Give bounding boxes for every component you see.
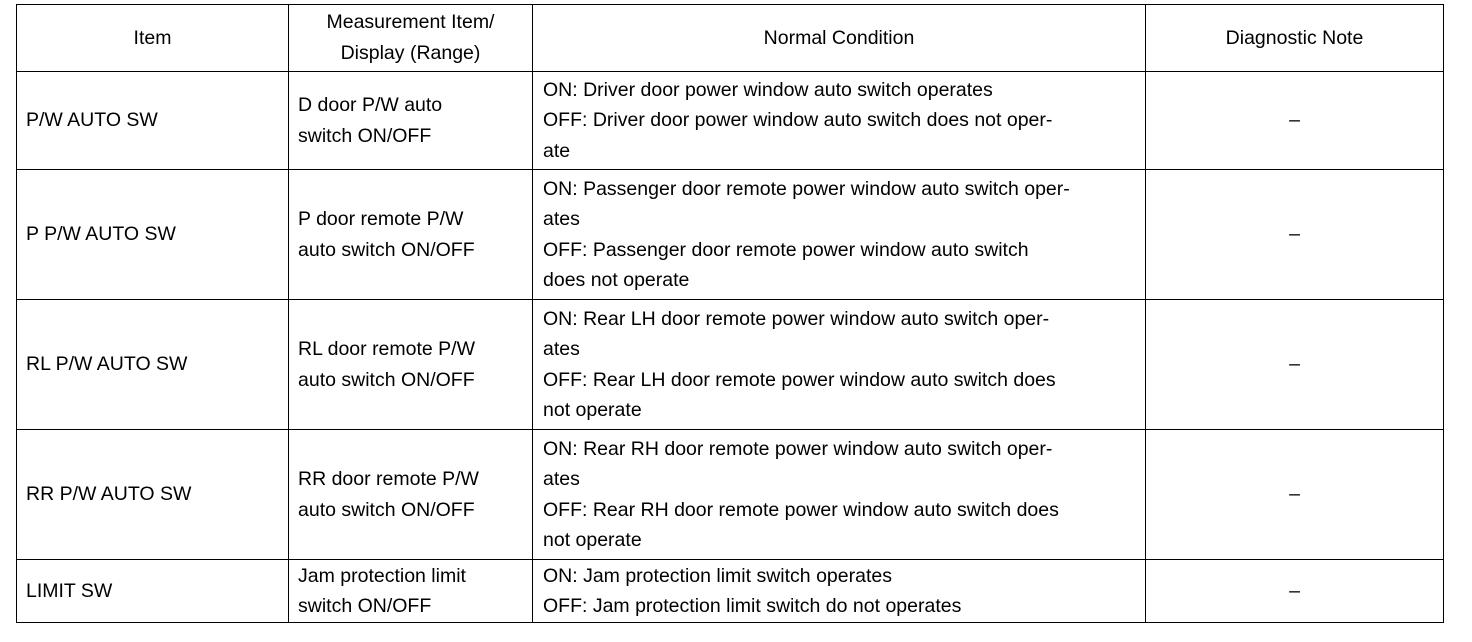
table-row — [17, 170, 1444, 300]
measurement-cell — [289, 170, 533, 300]
measurement-line: RL door remote P/W — [298, 338, 476, 360]
measurement-line: auto switch ON/OFF — [298, 498, 475, 521]
item-cell: RL P/W AUTO SW — [17, 300, 289, 430]
item-cell: RR P/W AUTO SW — [17, 430, 289, 560]
measurement-line: auto switch ON/OFF — [298, 238, 475, 261]
normal-condition-line: ates — [543, 468, 580, 490]
normal-condition-line: ON: Rear LH door remote power window auto switch oper- — [543, 307, 1050, 330]
normal-condition-cell — [533, 170, 1146, 300]
measurement-cell — [289, 300, 533, 430]
normal-condition-line: ON: Rear RH door remote power window auto switch oper- — [543, 437, 1053, 460]
header-item: Item — [17, 5, 289, 72]
normal-condition-line: not operate — [543, 399, 642, 421]
header-measurement-line: Display (Range) — [340, 42, 481, 64]
header-normal-condition: Normal Condition — [533, 5, 1146, 72]
measurement-cell — [289, 72, 533, 170]
diagnostic-note-cell: – — [1146, 72, 1444, 170]
item-cell: P P/W AUTO SW — [17, 170, 289, 300]
header-measurement — [289, 5, 533, 72]
diagnostic-note-cell: – — [1146, 430, 1444, 560]
measurement-line: switch ON/OFF — [298, 595, 432, 617]
normal-condition-line: ates — [543, 208, 580, 230]
normal-condition-cell — [533, 300, 1146, 430]
measurement-line: auto switch ON/OFF — [298, 368, 475, 391]
measurement-line: RR door remote P/W — [298, 468, 479, 490]
normal-condition-line: ates — [543, 338, 580, 360]
table-row — [17, 72, 1444, 170]
header-measurement-line: Measurement Item/ — [326, 11, 495, 33]
normal-condition-line: OFF: Rear RH door remote power window auto switch does — [543, 498, 1059, 521]
data-monitor-table — [16, 4, 1444, 623]
normal-condition-line: not operate — [543, 529, 642, 551]
measurement-line: P door remote P/W — [298, 208, 464, 230]
normal-condition-line: OFF: Jam protection limit switch do not operates — [543, 595, 962, 617]
measurement-cell — [289, 560, 533, 623]
table-row — [17, 430, 1444, 560]
diagnostic-note-cell: – — [1146, 170, 1444, 300]
normal-condition-line: ON: Driver door power window auto switch operates — [543, 78, 993, 101]
normal-condition-cell — [533, 72, 1146, 170]
table-header-row — [17, 5, 1444, 72]
measurement-line: Jam protection limit — [298, 564, 466, 587]
diagnostic-note-cell: – — [1146, 300, 1444, 430]
normal-condition-line: OFF: Rear LH door remote power window auto switch does — [543, 368, 1056, 391]
item-cell: P/W AUTO SW — [17, 72, 289, 170]
table-row — [17, 300, 1444, 430]
header-diagnostic-note: Diagnostic Note — [1146, 5, 1444, 72]
measurement-cell — [289, 430, 533, 560]
item-cell: LIMIT SW — [17, 560, 289, 623]
normal-condition-line: OFF: Passenger door remote power window auto switch — [543, 238, 1029, 261]
measurement-line: D door P/W auto — [298, 94, 443, 116]
normal-condition-cell — [533, 430, 1146, 560]
normal-condition-line: ON: Jam protection limit switch operates — [543, 564, 892, 587]
normal-condition-line: ate — [543, 139, 571, 162]
normal-condition-line: does not operate — [543, 269, 690, 291]
diagnostic-note-cell: – — [1146, 560, 1444, 623]
measurement-line: switch ON/OFF — [298, 124, 432, 147]
normal-condition-cell — [533, 560, 1146, 623]
normal-condition-line: OFF: Driver door power window auto switch does not oper- — [543, 109, 1053, 132]
table-row — [17, 560, 1444, 623]
normal-condition-line: ON: Passenger door remote power window auto switch oper- — [543, 177, 1070, 200]
